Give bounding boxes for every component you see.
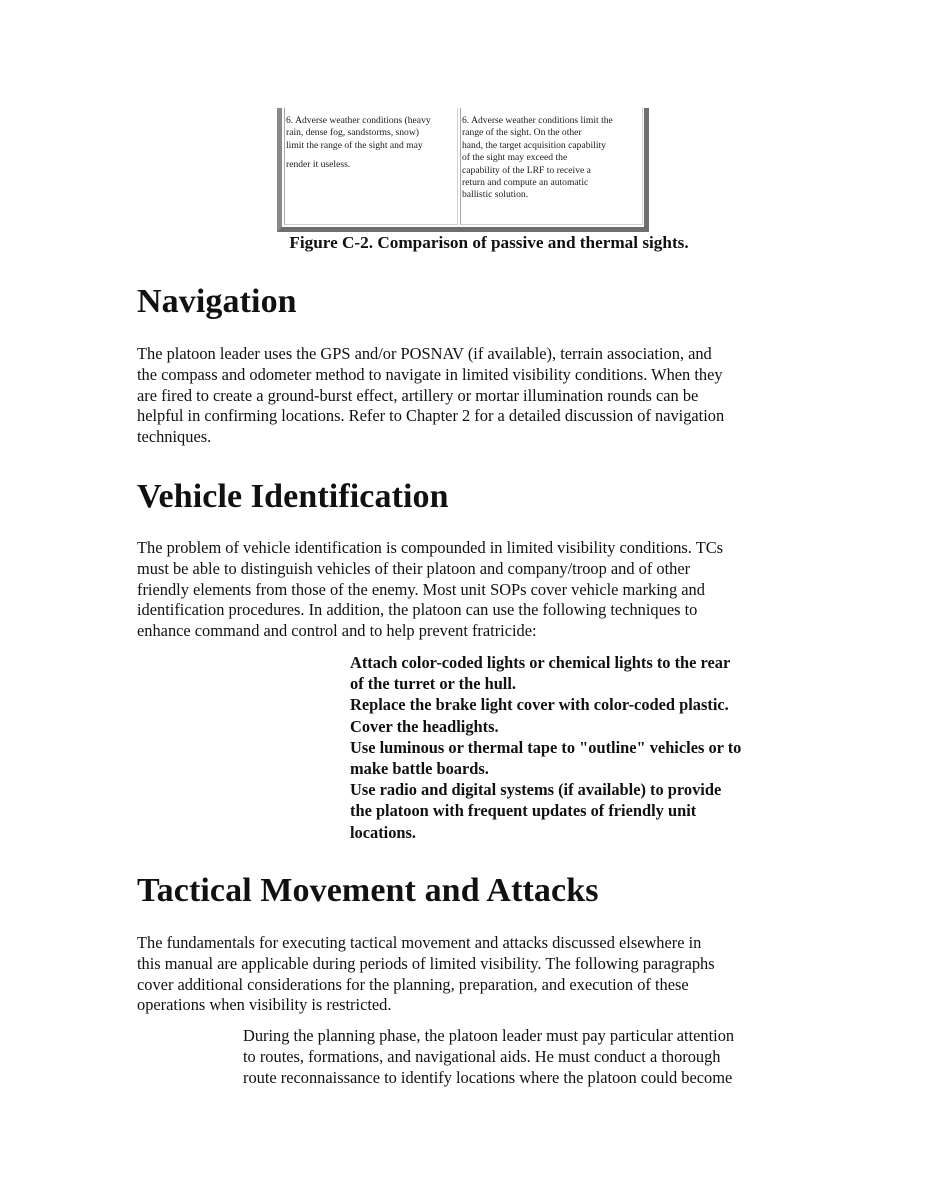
cell-line: hand, the target acquisition capability	[462, 139, 606, 151]
text-line: helpful in confirming locations. Refer to Chapter 2 for a detailed discussion of navigation	[137, 406, 725, 426]
text-line: The platoon leader uses the GPS and/or POSNAV (if available), terrain association, and	[137, 344, 712, 363]
text-line: are fired to create a ground-burst effect, artillery or mortar illumination rounds can be	[137, 385, 699, 405]
list-item	[350, 737, 800, 779]
navigation-paragraph	[137, 344, 797, 448]
cell-line: of the sight may exceed the	[462, 152, 568, 164]
cell-line: 6. Adverse weather conditions limit the	[462, 115, 613, 126]
text-line: techniques.	[137, 427, 212, 447]
comparison-table	[277, 108, 649, 232]
text-line: cover additional considerations for the planning, preparation, and execution of these	[137, 974, 689, 994]
cell-line: 6. Adverse weather conditions (heavy	[286, 115, 431, 126]
text-line: enhance command and control and to help prevent fratricide:	[137, 621, 537, 641]
figure-caption: Figure C-2. Comparison of passive and thermal sights.	[289, 233, 689, 252]
heading-navigation: Navigation	[137, 283, 297, 320]
text-line: must be able to distinguish vehicles of their platoon and company/troop and of other	[137, 558, 691, 578]
list-item	[350, 716, 800, 737]
text-line: Use radio and digital systems (if available) to provide	[350, 780, 722, 800]
cell-line: render it useless.	[286, 159, 351, 171]
cell-line: range of the sight. On the other	[462, 127, 582, 139]
heading-tactical-movement: Tactical Movement and Attacks	[137, 872, 599, 909]
list-item	[350, 779, 800, 843]
text-line: Cover the headlights.	[350, 716, 499, 736]
text-line: The fundamentals for executing tactical movement and attacks discussed elsewhere in	[137, 933, 702, 952]
vehicle-identification-paragraph	[137, 538, 797, 642]
text-line: to routes, formations, and navigational aids. He must conduct a thorough	[243, 1046, 721, 1066]
identification-techniques-list	[350, 652, 800, 843]
cell-line: ballistic solution.	[462, 189, 529, 201]
text-line: the compass and odometer method to navigate in limited visibility conditions. When they	[137, 364, 723, 384]
text-line: locations.	[350, 822, 417, 842]
text-line: During the planning phase, the platoon leader must pay particular attention	[243, 1026, 735, 1045]
text-line: route reconnaissance to identify locations where the platoon could become	[243, 1067, 733, 1087]
table-cell-passive-sight	[284, 108, 458, 225]
text-line: Replace the brake light cover with color-coded plastic.	[350, 695, 729, 715]
cell-line: capability of the LRF to receive a	[462, 164, 591, 176]
text-line: identification procedures. In addition, the platoon can use the following techniques to	[137, 600, 698, 620]
table-cell-thermal-sight	[460, 108, 643, 225]
cell-line: limit the range of the sight and may	[286, 139, 423, 151]
planning-phase-paragraph	[243, 1026, 803, 1088]
heading-vehicle-identification: Vehicle Identification	[137, 478, 449, 515]
list-item	[350, 694, 800, 715]
text-line: Use luminous or thermal tape to "outline" vehicles or to	[350, 737, 742, 757]
text-line: of the turret or the hull.	[350, 674, 517, 694]
text-line: operations when visibility is restricted.	[137, 995, 392, 1015]
text-line: The problem of vehicle identification is compounded in limited visibility conditions. TCs	[137, 538, 724, 557]
text-line: this manual are applicable during periods of limited visibility. The following paragraphs	[137, 953, 715, 973]
text-line: friendly elements from those of the enemy. Most unit SOPs cover vehicle marking and	[137, 579, 705, 599]
text-line: the platoon with frequent updates of friendly unit	[350, 801, 697, 821]
cell-line: rain, dense fog, sandstorms, snow)	[286, 127, 419, 139]
tactical-movement-paragraph	[137, 933, 797, 1016]
text-line: make battle boards.	[350, 759, 489, 779]
list-item	[350, 652, 800, 694]
cell-line: return and compute an automatic	[462, 177, 589, 189]
text-line: Attach color-coded lights or chemical lights to the rear	[350, 653, 731, 672]
